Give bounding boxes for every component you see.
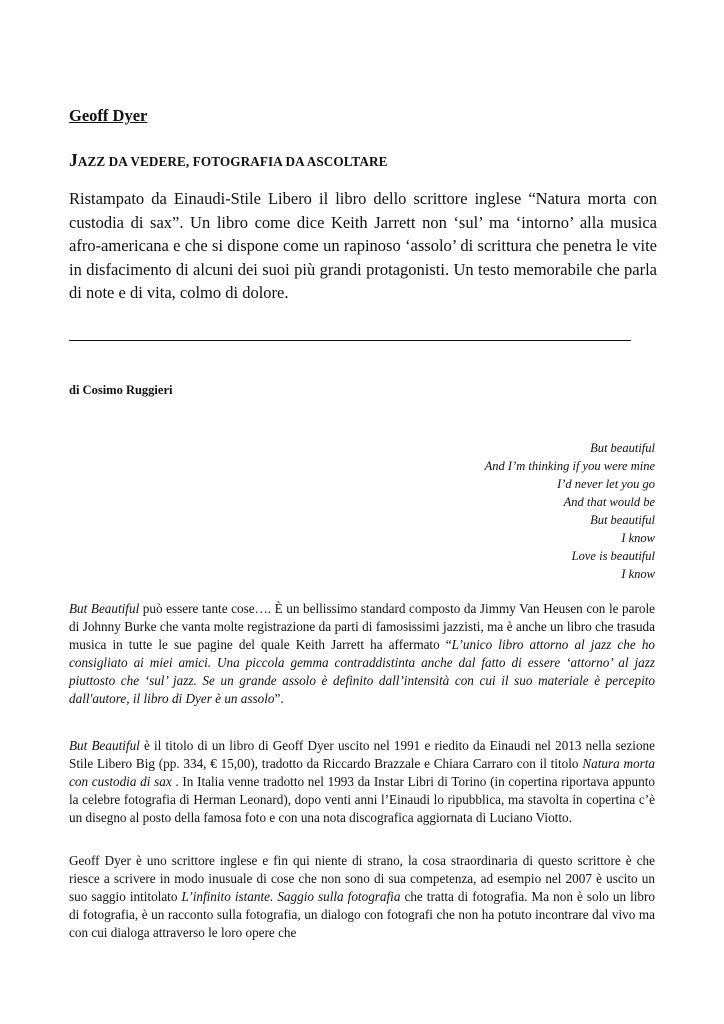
lyric-line: But beautiful <box>590 441 655 455</box>
byline: di Cosimo Ruggieri <box>69 383 173 397</box>
book-title-italic: But Beautiful <box>69 738 140 753</box>
paragraph-text: Geoff Dyer è uno scrittore inglese e fin qui niente di strano, la cosa straordinaria di questo scrittore è che riesce a scrivere in modo inusuale di cose che non sono di sua competenza, ad esempio nel 2007 è uscito un suo saggio intitolato <box>69 853 655 905</box>
jarrett-quote: L’unico libro attorno al jazz che ho consigliato ai miei amici. Una piccola gemma contraddistinta anche dal fatto di essere ‘attorno’ al jazz piuttosto che ‘sul’ jazz. Se un grande assolo è definito dall’intensità con cui il suo materiale è percepito dall'autore, il libro di Dyer è un assolo <box>69 637 656 707</box>
article-title <box>69 150 387 171</box>
lyric-line: Love is beautiful <box>571 549 655 563</box>
body-paragraph-3 <box>69 852 655 942</box>
author-heading: Geoff Dyer <box>69 106 148 125</box>
lyric-line: And I’m thinking if you were mine <box>484 459 655 473</box>
lyric-line: But beautiful <box>590 513 655 527</box>
book-title-italic: Natura morta con custodia di sax <box>69 756 655 790</box>
title-rest: AZZ DA VEDERE, FOTOGRAFIA DA ASCOLTARE <box>77 154 388 169</box>
lyric-line: I’d never let you go <box>557 477 655 491</box>
lyric-line: And that would be <box>563 495 655 509</box>
lyric-line: I know <box>621 567 655 581</box>
title-initial: J <box>69 150 78 170</box>
paragraph-text: . In Italia venne tradotto nel 1993 da Instar Libri di Torino (in copertina riportava appunto la celebre fotografia di Herman Leonard), dopo venti anni l’Einaudi lo ripubblica, ma stavolta in copertina c’è un disegno al posto della famosa foto e con una nota discografica aggiornata di Luciano Viotto. <box>69 774 655 826</box>
body-paragraph-1 <box>69 600 655 709</box>
book-title-italic: L’infinito istante. Saggio sulla fotografia <box>181 889 401 905</box>
paragraph-text: è il titolo di un libro di Geoff Dyer uscito nel 1991 e riedito da Einaudi nel 2013 nella sezione Stile Libero Big (pp. 334, € 15,00), tradotto da Riccardo Brazzale e Chiara Carraro con il titolo <box>69 738 655 772</box>
paragraph-text: può essere tante cose…. È un bellissimo standard composto da Jimmy Van Heusen con le parole di Johnny Burke che vanta molte registrazione da parti di famosissimi jazzisti, ma è anche un libro che trasuda musica in tutte le sue pagine del quale Keith Jarrett ha affermato “ <box>69 601 655 653</box>
horizontal-rule <box>69 340 631 341</box>
book-title-italic: But Beautiful <box>69 601 140 616</box>
lead-paragraph: Ristampato da Einaudi-Stile Libero il libro dello scrittore inglese “Natura morta con custodia di sax”. Un libro come dice Keith Jarrett non ‘sul’ ma ‘intorno’ alla musica afro-americana e che si dispone come un rapinoso ‘assolo’ di scrittura che penetra le vite in disfacimento di alcuni dei suoi più grandi protagonisti. Un testo memorabile che parla di note e di vita, colmo di dolore. <box>69 189 657 302</box>
paragraph-text: ”. <box>274 691 284 707</box>
body-paragraph-2 <box>69 737 655 827</box>
paragraph-text: che tratta di fotografia. Ma non è solo un libro di fotografia, è un racconto sulla fotografia, un dialogo con fotografi che non ha potuto incontrare dal vivo ma con cui dialoga attraverso le loro opere che <box>69 889 655 941</box>
lyric-line: I know <box>621 531 655 545</box>
lyrics-epigraph <box>485 439 655 583</box>
